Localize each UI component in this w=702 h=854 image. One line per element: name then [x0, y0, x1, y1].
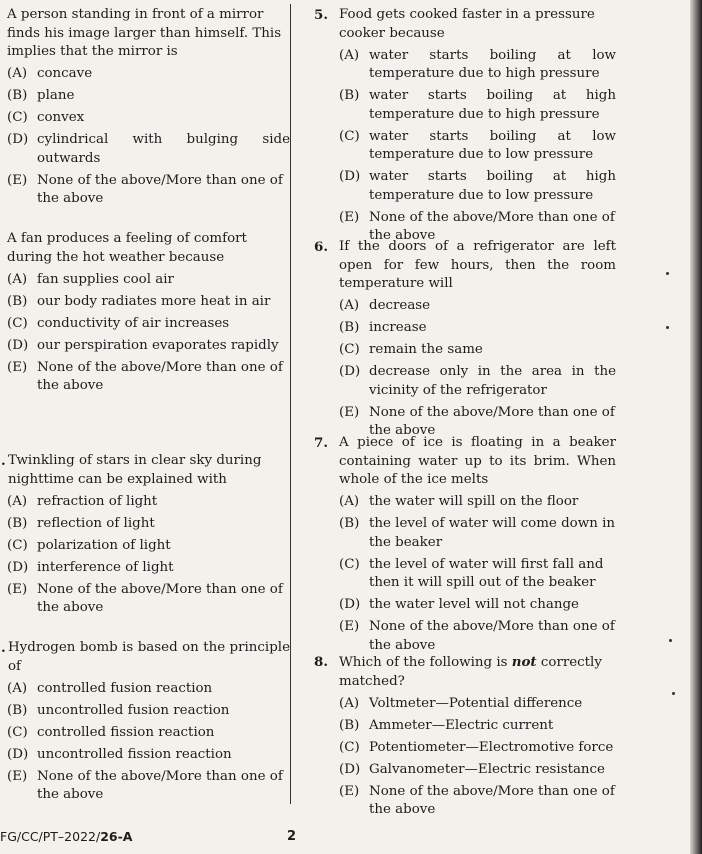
option-d: (D) water starts boiling at high temperature due to low pressure	[339, 169, 616, 203]
option-b: (B) increase	[339, 320, 427, 335]
option-c: (C) convex	[7, 110, 85, 125]
option-a: (A) water starts boiling at low temperature due to high pressure	[339, 47, 616, 81]
option-d: (D) uncontrolled fission reaction	[7, 746, 232, 762]
option-a: (A) concave	[7, 66, 93, 81]
option-c: (C) Potentiometer—Electromotive force	[339, 739, 614, 755]
option-b: (B) our body radiates more heat in air	[7, 293, 271, 309]
question-1	[7, 6, 290, 209]
option-d: (D) the water level will not change	[339, 597, 579, 612]
option-c: (C) polarization of light	[7, 537, 171, 553]
question-6	[314, 238, 616, 441]
option-b: (B) Ammeter—Electric current	[339, 717, 554, 733]
option-a: (A) the water will spill on the floor	[339, 494, 579, 509]
option-e: (E) None of the above/More than one of the above	[7, 581, 283, 615]
option-a: (A) controlled fusion reaction	[7, 680, 213, 696]
option-b: (B) reflection of light	[7, 515, 155, 531]
footer-code: FG/CC/PT–2022/26-A	[0, 829, 133, 844]
option-b: (B) water starts boiling at high temperature due to high pressure	[339, 88, 616, 122]
option-b: (B) the level of water will come down in the beaker	[339, 516, 615, 550]
question-stem: 7. A piece of ice is floating in a beaker containing water up to its brim. When whole of the ice melts	[314, 435, 616, 487]
option-e: (E) None of the above/More than one of the above	[7, 359, 283, 393]
question-5	[314, 6, 616, 246]
question-stem: 8. Which of the following is not correctly matched?	[314, 654, 602, 689]
option-a: (A) refraction of light	[7, 493, 158, 509]
question-stem: A person standing in front of a mirror finds his image larger than himself. This implies that the mirror is	[7, 7, 282, 59]
option-e: (E) None of the above/More than one of the above	[7, 768, 283, 802]
option-c: (C) water starts boiling at low temperature due to low pressure	[339, 128, 616, 162]
option-d: (D) interference of light	[7, 559, 174, 575]
option-a: (A) Voltmeter—Potential difference	[339, 695, 583, 711]
page-edge-shadow	[690, 0, 702, 854]
option-b: (B) uncontrolled fusion reaction	[7, 702, 230, 718]
emphasis-not: not	[511, 654, 537, 670]
question-stem: . Hydrogen bomb is based on the principle of	[1, 640, 290, 674]
page-number: 2	[287, 829, 297, 844]
question-4	[1, 639, 290, 805]
question-stem: 6. If the doors of a refrigerator are left open for few hours, then the room temperature will	[314, 239, 616, 291]
option-d: (D) Galvanometer—Electric resistance	[339, 761, 605, 777]
question-stem: 5. Food gets cooked faster in a pressure cooker because	[314, 7, 595, 41]
option-e: (E) None of the above/More than one of the above	[339, 404, 615, 438]
question-2	[7, 230, 290, 396]
question-stem: . Twinkling of stars in clear sky during nighttime can be explained with	[1, 453, 262, 487]
column-divider	[290, 4, 291, 804]
question-8	[314, 653, 616, 820]
option-c: (C) the level of water will first fall and then it will spill out of the beaker	[339, 556, 604, 590]
option-d: (D) our perspiration evaporates rapidly	[7, 337, 279, 353]
scan-speck	[669, 639, 672, 642]
option-a: (A) decrease	[339, 298, 431, 313]
option-b: (B) plane	[7, 88, 75, 103]
option-d: (D) decrease only in the area in the vicinity of the refrigerator	[339, 364, 616, 398]
option-e: (E) None of the above/More than one of the above	[339, 783, 615, 817]
scan-speck	[672, 692, 675, 695]
option-d: (D) cylindrical with bulging side outwards	[7, 132, 290, 166]
option-c: (C) remain the same	[339, 342, 483, 357]
question-7	[314, 434, 616, 655]
option-a: (A) fan supplies cool air	[7, 271, 174, 287]
option-c: (C) conductivity of air increases	[7, 315, 230, 331]
question-stem: A fan produces a feeling of comfort during the hot weather because	[7, 231, 247, 265]
option-e: (E) None of the above/More than one of the above	[7, 172, 283, 206]
option-e: (E) None of the above/More than one of the above	[339, 619, 615, 653]
question-3	[1, 452, 290, 618]
option-c: (C) controlled fission reaction	[7, 724, 215, 740]
scan-speck	[666, 272, 669, 275]
scan-speck	[666, 326, 669, 329]
option-e: (E) None of the above/More than one of the above	[339, 209, 615, 243]
